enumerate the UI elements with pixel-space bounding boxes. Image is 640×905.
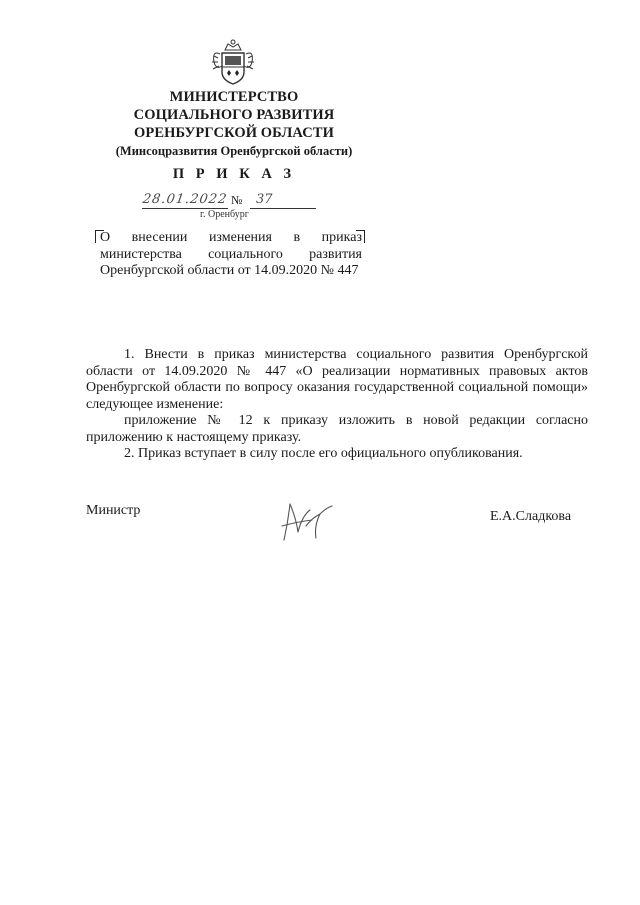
body-paragraph-2: приложение № 12 к приказу изложить в новой редакции согласно приложению к настоящему приказу. (86, 413, 588, 445)
org-name-line-3: ОРЕНБУРГСКОЙ ОБЛАСТИ (134, 125, 334, 141)
org-name-line-2: СОЦИАЛЬНОГО РАЗВИТИЯ (133, 107, 335, 123)
order-body (86, 347, 588, 463)
org-short-name: (Минсоцразвития Оренбургской области) (115, 144, 353, 158)
number-underline (250, 208, 316, 209)
body-paragraph-3: 2. Приказ вступает в силу после его официального опубликования. (124, 446, 523, 461)
number-sign: № (231, 193, 243, 207)
coat-of-arms-icon (208, 36, 258, 88)
organization-header (90, 88, 378, 160)
city: г. Оренбург (200, 209, 249, 220)
signer-title: Министр (86, 503, 141, 518)
org-name-line-1: МИНИСТЕРСТВО (169, 89, 299, 105)
signer-name: Е.А.Сладкова (490, 509, 572, 524)
handwritten-signature (276, 496, 346, 548)
document-type: П Р И К А З (172, 166, 296, 182)
order-number: 37 (256, 192, 273, 207)
order-date: 28.01.2022 (141, 192, 229, 207)
order-subject: О внесении изменения в приказ министерства социального развития Оренбургской области от 14.09.2020 № 447 (100, 230, 362, 278)
body-paragraph-1: 1. Внести в приказ министерства социального развития Оренбургской области от 14.09.2020 № 447 «О реализации нормативных правовых актов Оренбургской области по вопросу оказания государственной социальной помощи» следующее изменение: (86, 347, 588, 412)
